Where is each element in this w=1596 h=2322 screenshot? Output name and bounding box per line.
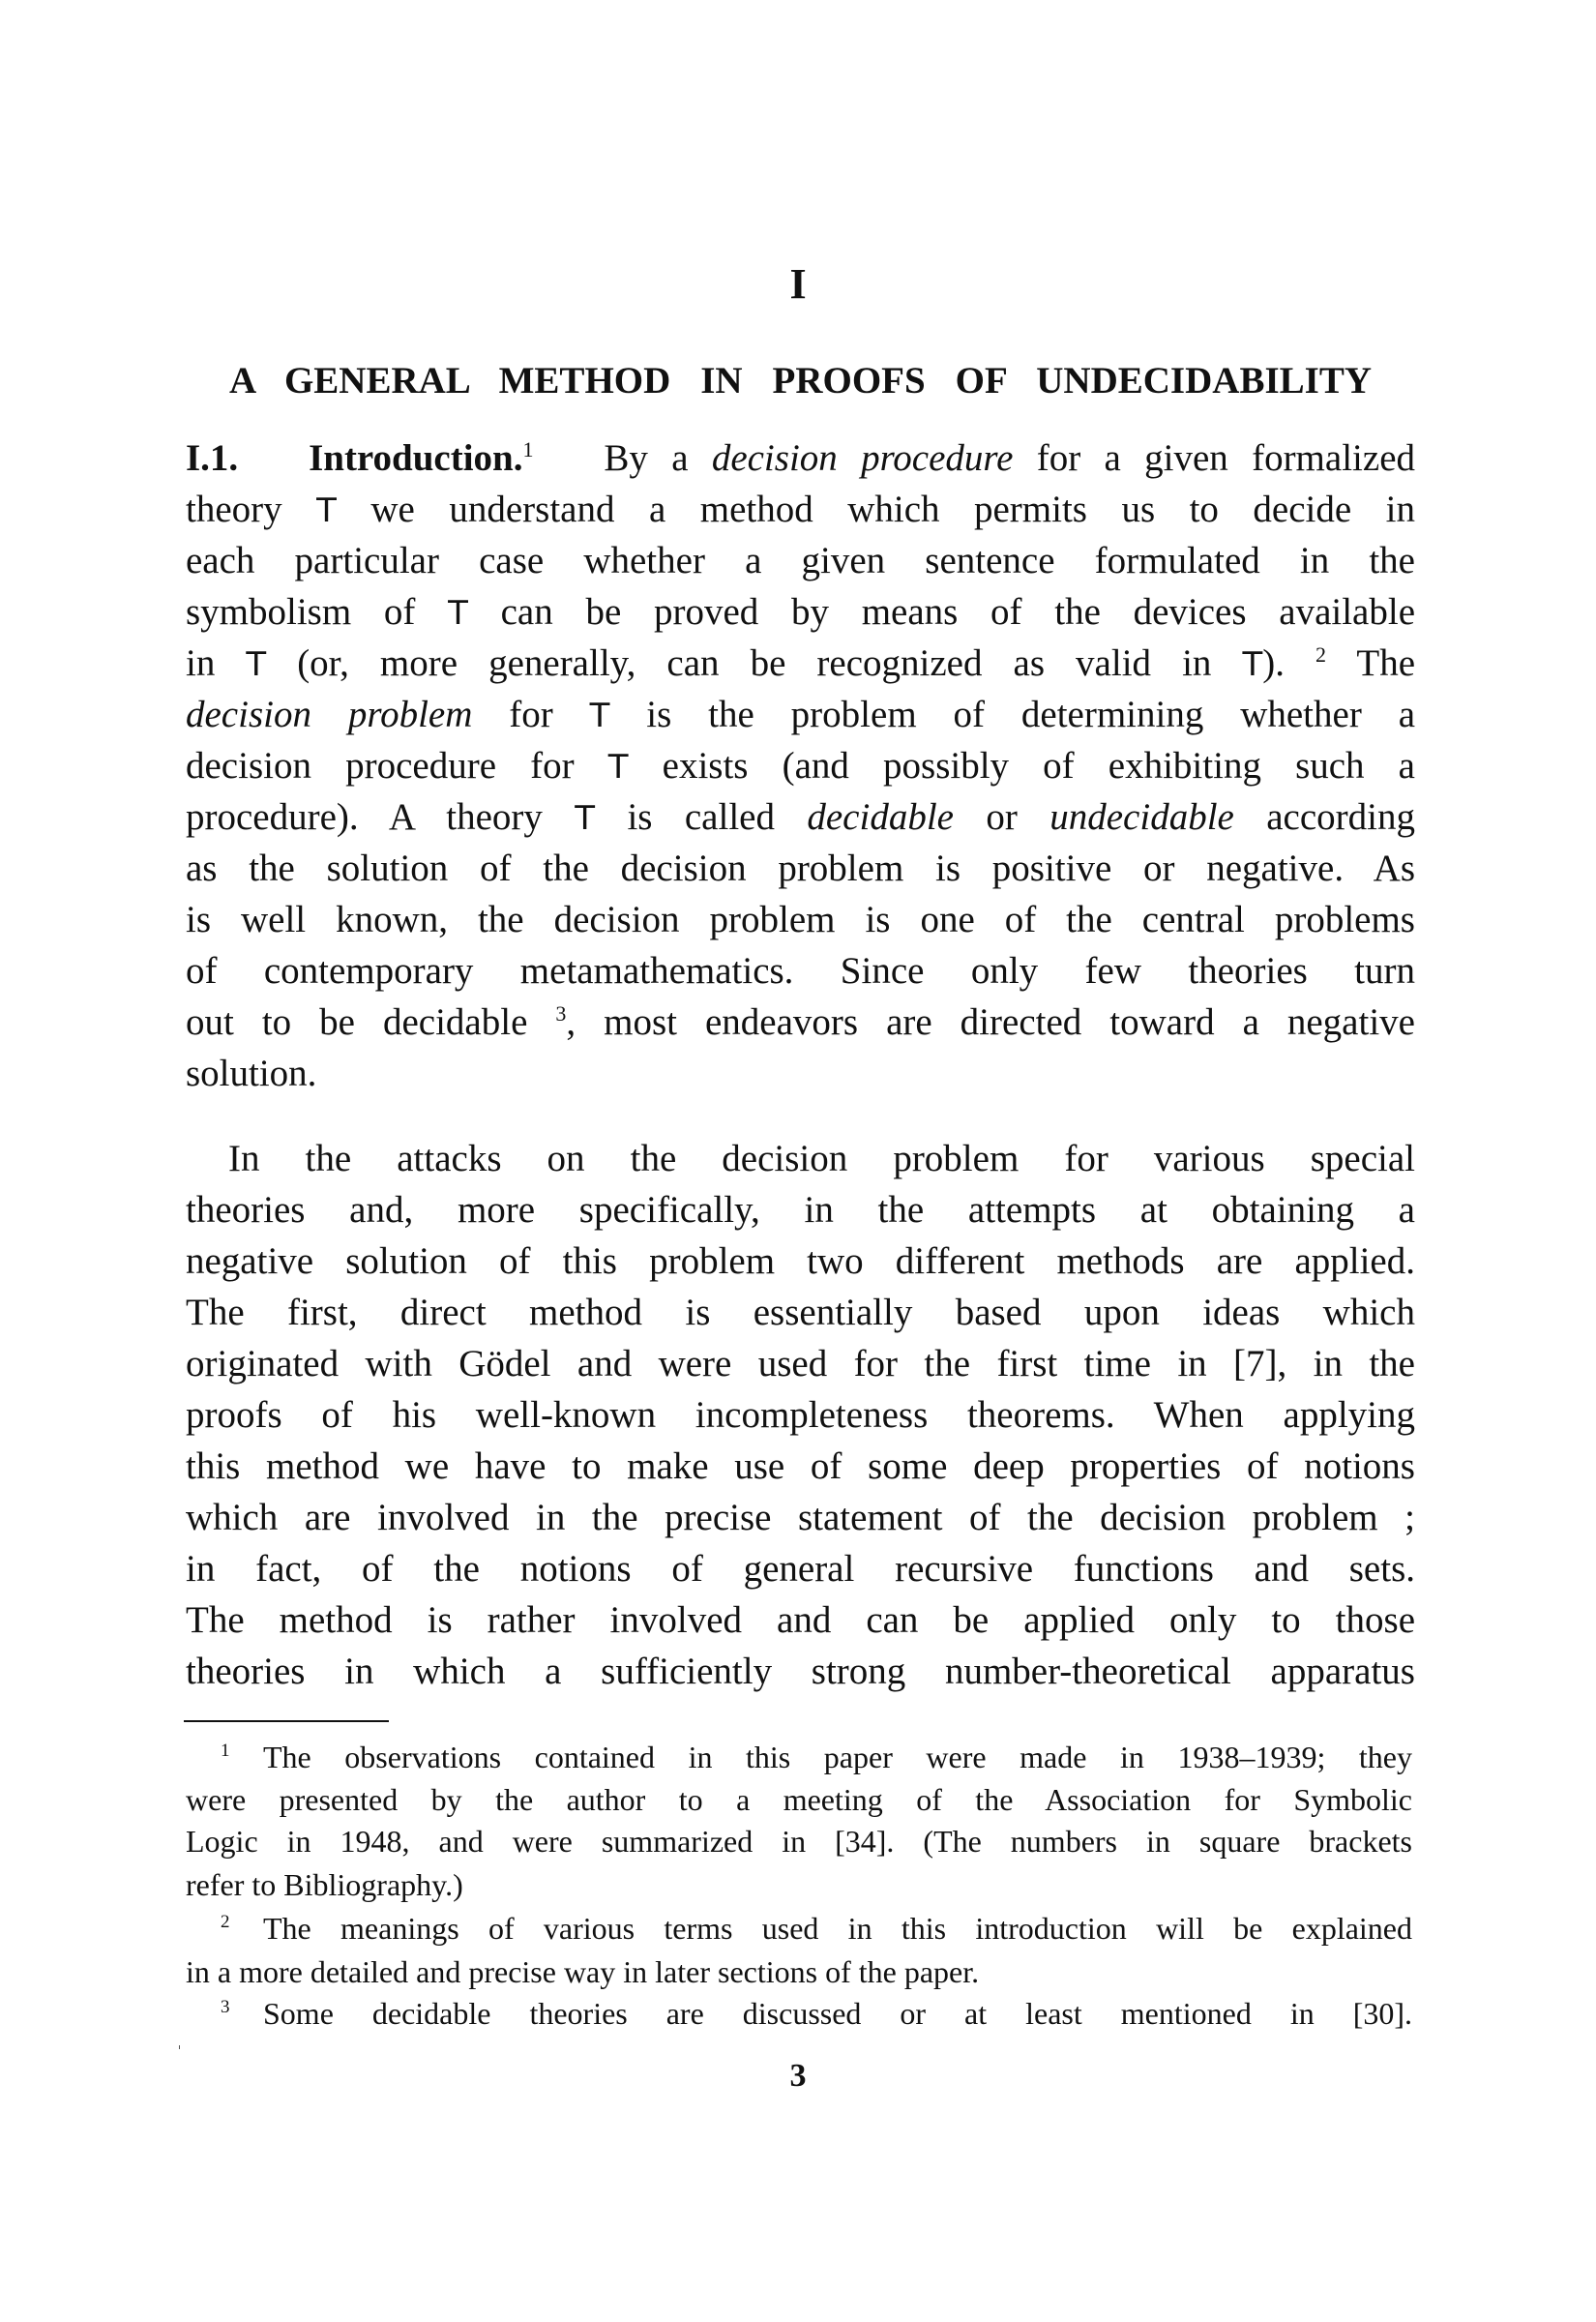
theory-symbol: T (575, 799, 596, 838)
page-number: 3 (789, 2058, 807, 2094)
body-line: negative solution of this problem two different methods are applied. (186, 1240, 1415, 1282)
body-line: solution. (186, 1053, 317, 1094)
theory-symbol: T (589, 697, 610, 735)
section-number: I.1. (186, 437, 239, 479)
body-line: The method is rather involved and can be applied only to those (186, 1599, 1415, 1641)
chapter-number: I (789, 260, 807, 308)
footnote-ref-1[interactable]: 1 (522, 437, 534, 461)
body-line: In the attacks on the decision problem for various special (228, 1138, 1415, 1179)
body-line: decision problem for T is the problem of determining whether a (186, 694, 1416, 735)
body-line: in fact, of the notions of general recursive functions and sets. (186, 1548, 1415, 1590)
body-line: I.1. Introduction.$^1$ By a decision procedure for a given formalized (186, 437, 1415, 479)
theory-symbol: T (607, 748, 629, 787)
chapter-title: A GENERAL METHOD IN PROOFS OF UNDECIDABILITY (229, 360, 1372, 402)
body-line: theories and, more specifically, in the attempts at obtaining a (186, 1189, 1415, 1231)
footnote-3: 3 Some decidable theories are discussed or at least mentioned in [30]. (221, 1996, 1412, 2031)
body-line: decision procedure for T exists (and possibly of exhibiting such a (186, 745, 1415, 787)
footnote-ref-3[interactable]: 3 (555, 1001, 567, 1026)
footnote-line: Logic in 1948, and were summarized in [34]. (The numbers in square brackets (186, 1824, 1412, 1859)
section-heading: Introduction. (309, 437, 523, 479)
body-line: in T (or, more generally, can be recognized as valid in T). $^2$ The (186, 642, 1415, 684)
body-line: of contemporary metamathematics. Since only few theories turn (186, 950, 1415, 992)
body-line: which are involved in the precise statement of the decision problem ; (186, 1497, 1415, 1538)
body-line: is well known, the decision problem is one of the central problems (186, 899, 1415, 940)
theory-symbol: T (448, 594, 468, 633)
emphasis: decidable (807, 796, 954, 838)
footnote-line: refer to Bibliography.) (186, 1867, 463, 1902)
footnote-line: in a more detailed and precise way in later sections of the paper. (186, 1954, 980, 1989)
theory-symbol: T (1242, 645, 1263, 684)
body-line: proofs of his well-known incompleteness theorems. When applying (186, 1394, 1415, 1436)
body-line: theories in which a sufficiently strong number-theoretical apparatus (186, 1651, 1415, 1692)
footnote-separator (184, 1720, 389, 1722)
emphasis: undecidable (1049, 796, 1234, 838)
body-line: symbolism of T can be proved by means of the devices available (186, 591, 1416, 633)
body-line: theory T we understand a method which permits us to decide in (186, 489, 1415, 530)
emphasis: decision procedure (711, 437, 1014, 479)
theory-symbol: T (246, 645, 267, 684)
body-line: The first, direct method is essentially based upon ideas which (186, 1292, 1415, 1333)
body-line: this method we have to make use of some deep properties of notions (186, 1445, 1415, 1487)
footnote-ref-2[interactable]: 2 (1315, 642, 1327, 667)
body-line: originated with Gödel and were used for the first time in [7], in the (186, 1343, 1415, 1384)
scan-speck (179, 2045, 180, 2049)
emphasis: decision problem (186, 694, 473, 735)
body-line: as the solution of the decision problem is positive or negative. As (186, 848, 1415, 889)
footnote-1: 1 The observations contained in this paper were made in 1938–1939; they (221, 1740, 1412, 1774)
body-line: each particular case whether a given sentence formulated in the (186, 540, 1415, 581)
body-line: procedure). A theory T is called decidable or undecidable according (186, 796, 1415, 838)
footnote-2: 2 The meanings of various terms used in this introduction will be explained (221, 1911, 1412, 1946)
theory-symbol: T (316, 491, 337, 530)
body-line: out to be decidable $^3$, most endeavors are directed toward a negative (186, 1001, 1415, 1043)
footnote-line: were presented by the author to a meeting of the Association for Symbolic (186, 1782, 1412, 1817)
